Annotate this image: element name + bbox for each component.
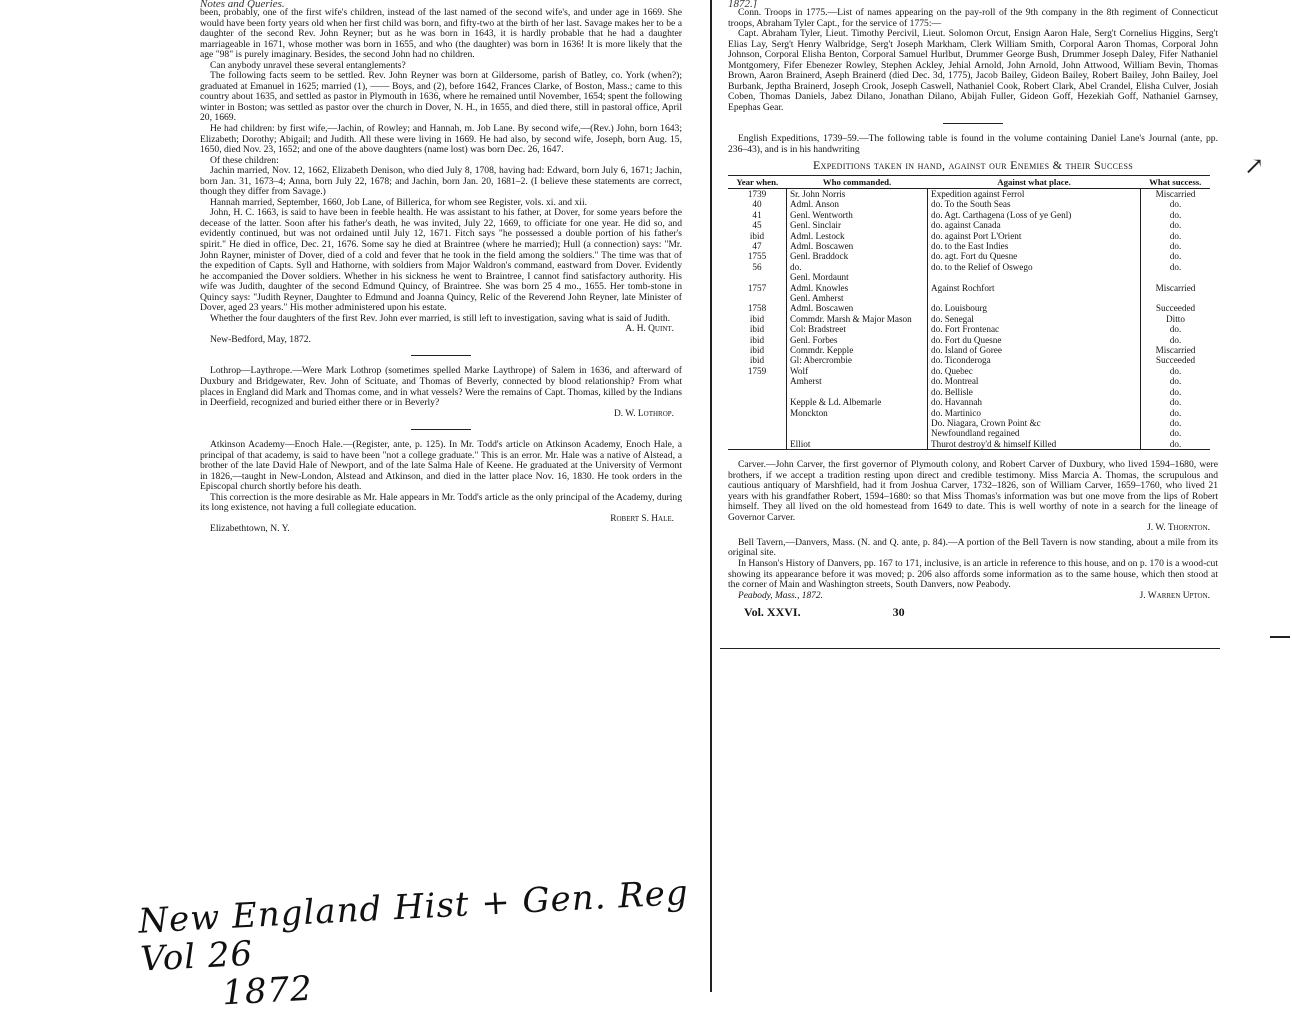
cell-success: do. <box>1169 261 1182 272</box>
cell-year: ibid <box>728 345 787 355</box>
table-row <box>728 428 1210 438</box>
cell-success: do. <box>1169 251 1182 262</box>
atkinson-paragraph-1: Atkinson Academy—Enoch Hale.—(Register, ante, p. 125). In Mr. Todd's article on Atkinson Academy, Enoch Hale, a principal of that academy, is said to have been "not a college graduate." This is an error. Mr. Hale was a native of Alstead, a brother of the late David Hale of Newport, and of the late Salma Hale of Keene. He graduated at the University of Vermont in 1826,—taught in New-London, Alstead and Atkinson, and died in the latter place Nov. 16, 1830. He took orders in the Episcopal church shortly before his death. <box>200 439 682 493</box>
cell-place: Do. Niagara, Crown Point &c <box>928 418 1141 428</box>
table-row <box>728 262 1210 272</box>
cell-year <box>728 408 787 418</box>
cell-success: do. <box>1141 439 1211 450</box>
cell-success: do. <box>1169 407 1182 418</box>
atkinson-paragraph-2: This correction is the more desirable as Mr. Hale appears in Mr. Todd's article as the only principal of the Academy, during its long existence, not having a full collegiate education. <box>200 491 682 514</box>
cell-place: do. Fort Frontenac <box>928 324 1141 334</box>
volume-label: Vol. XXVI. <box>744 605 801 620</box>
cell-success: Miscarried <box>1155 188 1196 199</box>
hand-drawn-line <box>720 648 1220 649</box>
cell-year: ibid <box>728 324 787 334</box>
table-row <box>728 345 1210 355</box>
table-row <box>728 376 1210 386</box>
dateline-new-bedford: New-Bedford, May, 1872. <box>210 333 311 345</box>
cell-success: do. <box>1169 428 1182 439</box>
page-gutter <box>710 0 712 992</box>
reyner-paragraph-8: John, H. C. 1663, is said to have been in feeble health. He was assistant to his father, at Dover, for some years before the decease of the latter. Soon after his father's death, he was invited, July 22, 1669, to officiate for one year. He did so, and evidently continued, but was not ordained until July 12, 1671. Fitch says "he possessed a double portion of his father's spirit." He died in office, Dec. 21, 1676. Some say he died at Braintree (where he married); Hull (a connection) says: "Mr. John Rayner, minister of Dover, died of a cold and fever that he took in the field among the soldiers." The time was that of the expedition of Capts. Syll and Hathorne, with soldiers from Major Waldron's command, eastward from Dover. Evidently he accompanied the Dover soldiers. Whether in his sickness he went to Braintree, I cannot find satisfactory authority. His wife was Judith, daughter of the second Edmund Quincy, of Braintree. She was born 25 4 mo., 1655. Her tomb-stone in Quincy says: "Judith Reyner, Daughter to Edmund and Joanna Quincy, Relic of the Reverend John Reyner, late Minister of Dover, aged 23 years." His mother administered upon his estate. <box>200 207 682 314</box>
cell-success <box>1141 272 1211 282</box>
cell-year <box>728 376 787 386</box>
handwritten-line-2: 1872 <box>221 968 314 1014</box>
cell-commander: Commdr. Kepple <box>787 345 928 355</box>
cell-commander: Wolf <box>787 366 928 376</box>
table-row <box>728 293 1210 303</box>
running-header-right: 1872.] <box>728 0 758 8</box>
cell-commander: do. <box>787 262 928 272</box>
cell-year <box>728 439 787 450</box>
cell-success: do. <box>1169 376 1182 387</box>
cell-commander: Genl. Wentworth <box>787 210 928 220</box>
cell-commander: Commdr. Marsh & Major Mason <box>787 314 928 324</box>
cell-place: Newfoundland regained <box>928 428 1141 438</box>
expeditions-table <box>728 175 1210 451</box>
cell-place: do. Ticonderoga <box>928 355 1141 365</box>
table-row <box>728 387 1210 397</box>
dateline-elizabethtown: Elizabethtown, N. Y. <box>210 523 290 535</box>
conn-troops-intro: Conn. Troops in 1775.—List of names appearing on the pay-roll of the 9th company in the 8th regiment of Connecticut troops, Abraham Tyler Capt., for the service of 1775:— <box>728 7 1218 29</box>
table-row <box>728 303 1210 313</box>
bell-tavern-paragraph-1: Bell Tavern,—Danvers, Mass. (N. and Q. ante, p. 84).—A portion of the Bell Tavern is now standing, about a mile from its original site. <box>728 536 1218 559</box>
bell-tavern-signoff <box>728 591 1218 602</box>
cell-place: do. Bellisle <box>928 387 1141 397</box>
cell-place: do. Louisbourg <box>928 303 1141 313</box>
cell-place: do. Quebec <box>928 366 1141 376</box>
cell-success: do. <box>1169 209 1182 220</box>
cell-place: Expedition against Ferrol <box>928 188 1141 199</box>
cell-year: ibid <box>728 355 787 365</box>
table-row <box>728 439 1210 450</box>
cell-year: ibid <box>728 335 787 345</box>
bell-tavern-paragraph-2: In Hanson's History of Danvers, pp. 167 to 171, inclusive, is an article in reference to this house, and on p. 170 is a wood-cut showing its appearance before it was moved; p. 206 also affords some information as to the same house, which then stood at the corner of Main and Washington streets, South Danvers, now Peabody. <box>728 558 1218 591</box>
column-header-commander: Who commanded. <box>787 175 928 188</box>
cell-commander: Amherst <box>787 376 928 386</box>
cell-success: do. <box>1169 324 1182 335</box>
table-row <box>728 355 1210 365</box>
cell-success: Miscarried <box>1155 282 1196 293</box>
cell-place: do. To the South Seas <box>928 199 1141 209</box>
cell-commander: Genl. Forbes <box>787 335 928 345</box>
cell-success <box>1141 293 1211 303</box>
cell-commander: Col: Bradstreet <box>787 324 928 334</box>
dateline-peabody: Peabody, Mass., 1872. <box>738 590 823 601</box>
cell-year: 45 <box>728 220 787 230</box>
cell-place: do. Fort du Quesne <box>928 335 1141 345</box>
cell-year: 1759 <box>728 366 787 376</box>
cell-place: do. Havannah <box>928 397 1141 407</box>
carver-paragraph: Carver.—John Carver, the first governor of Plymouth colony, and Robert Carver of Duxbury, who lived 1594–1680, were brothers, if we accept a tradition resting upon direct and credible testimony. Miss Marcia A. Thomas, the scrupulous and cautious antiquary of Marshfield, had it from Joshua Carver, 1732–1826, son of William Carver, 1659–1760, who lived 21 years with his grandfather Robert, 1594–1680: so that Miss Thomas's information was but one move from the lips of Robert himself. They all lived on the old homestead from 1649 to date. This is well worthy of note in a search for the lineage of Governor Carver. <box>728 459 1218 523</box>
left-page <box>200 0 682 992</box>
reyner-paragraph-7: Hannah married, September, 1660, Job Lane, of Billerica, for whom see Register, vols. xi. and xii. <box>210 196 588 208</box>
signature-upton: J. Warren Upton. <box>1139 590 1210 601</box>
cell-commander: Genl. Braddock <box>787 251 928 261</box>
table-row <box>728 272 1210 282</box>
lothrop-paragraph: Lothrop—Laythrope.—Were Mark Lothrop (sometimes spelled Marke Laythrope) of Salem in 1636, and afterward of Duxbury and Bridgewater, Rev. John of Scituate, and Thomas of Beverly, connected by blood relationship? From what places in England did Mark and Thomas come, and in what vessels? Were the remains of Capt. Thomas, killed by the Indians in Deerfield, recognized and buried either there or in Beverly? <box>200 365 682 409</box>
cell-place: do. Senegal <box>928 314 1141 324</box>
cell-commander: Kepple & Ld. Albemarle <box>787 397 928 407</box>
reyner-paragraph-6: Jachin married, Nov. 12, 1662, Elizabeth Denison, who died July 8, 1708, having had: Edward, born July 6, 1671; Jachin, born Jan. 31, 1673–4; Anna, born July 22, 1678; and Jachin, born Jan. 20, 1681–2. (I believe these statements are correct, though they differ from Savage.) <box>200 165 682 198</box>
cell-success: Ditto <box>1166 313 1185 324</box>
cell-commander: Monckton <box>787 408 928 418</box>
cell-year: 1755 <box>728 251 787 261</box>
cell-place: do. against Port L'Orient <box>928 231 1141 241</box>
expeditions-table-title: Expeditions taken in hand, against our Enemies & their Success <box>813 157 1133 172</box>
cell-year: 41 <box>728 210 787 220</box>
cell-commander: Adml. Lestock <box>787 231 928 241</box>
cell-commander <box>787 428 928 438</box>
table-row <box>728 231 1210 241</box>
cell-commander <box>787 387 928 397</box>
cell-success: do. <box>1169 365 1182 376</box>
cell-year <box>728 272 787 282</box>
cell-success: do. <box>1169 397 1182 408</box>
cell-success: do. <box>1169 241 1182 251</box>
table-row <box>728 188 1210 199</box>
cell-year <box>728 387 787 397</box>
signature-thornton: J. W. Thornton. <box>1147 523 1210 534</box>
table-row <box>728 220 1210 230</box>
cell-place: do. Agt. Carthagena (Loss of ye Genl) <box>928 210 1141 220</box>
cell-commander: Gl: Abercrombie <box>787 355 928 365</box>
cell-commander: Sr. John Norris <box>787 188 928 199</box>
table-row <box>728 314 1210 324</box>
cell-year <box>728 397 787 407</box>
cell-year <box>728 293 787 303</box>
page-number: 30 <box>892 605 905 620</box>
cell-commander: Genl. Sinclair <box>787 220 928 230</box>
cell-year <box>728 418 787 428</box>
table-row <box>728 210 1210 220</box>
signature-quint: A. H. Quint. <box>625 324 674 335</box>
cell-commander: Adml. Knowles <box>787 283 928 293</box>
reyner-paragraph-5: Of these children: <box>210 154 279 166</box>
cell-place: do. to the East Indies <box>928 241 1141 251</box>
cell-place: do. agt. Fort du Quesne <box>928 251 1141 261</box>
cell-success: Succeeded <box>1155 355 1196 366</box>
cell-place: Against Rochfort <box>928 283 1141 293</box>
signature-lothrop: D. W. Lothrop. <box>613 408 674 419</box>
page-footer <box>728 605 1218 620</box>
cell-year <box>728 428 787 438</box>
cell-success: do. <box>1169 199 1182 210</box>
cell-success: do. <box>1169 417 1182 428</box>
cell-success: do. <box>1169 220 1182 231</box>
table-row <box>728 418 1210 428</box>
cell-place <box>928 272 1141 282</box>
cell-year: ibid <box>728 231 787 241</box>
reyner-paragraph-4: He had children: by first wife,—Jachin, of Rowley; and Hannah, m. Job Lane. By second wife,—(Rev.) John, born 1643; Elizabeth; Dorothy; Abigail; and Judith. All these were living in 1669. He had also, by second wife, Joseph, born Aug. 15, 1650, died Nov. 23, 1652; and one of the above daughters (name lost) was born Dec. 26, 1647. <box>200 123 682 156</box>
reyner-paragraph-9: Whether the four daughters of the first Rev. John ever married, is still left to investigation, saving what is said of Judith. <box>210 312 671 324</box>
cell-year: 56 <box>728 262 787 272</box>
cell-success: Miscarried <box>1155 345 1196 356</box>
cell-year: ibid <box>728 314 787 324</box>
cell-success: Succeeded <box>1155 303 1196 314</box>
expeditions-table-body <box>728 188 1210 449</box>
cell-place: Thurot destroy'd & himself Killed <box>928 439 1141 450</box>
margin-check-mark: ↗ <box>1244 154 1265 180</box>
table-row <box>728 241 1210 251</box>
cell-success: do. <box>1169 334 1182 345</box>
cell-place <box>928 293 1141 303</box>
cell-commander <box>787 418 928 428</box>
margin-dash-mark <box>1270 636 1290 638</box>
table-row <box>728 335 1210 345</box>
column-header-success: What success. <box>1141 175 1211 188</box>
cell-commander: Adml. Boscawen <box>787 241 928 251</box>
cell-year: 1757 <box>728 283 787 293</box>
cell-year: 47 <box>728 241 787 251</box>
section-rule <box>943 123 1003 124</box>
cell-year: 1739 <box>728 188 787 199</box>
cell-success: do. <box>1169 386 1182 397</box>
column-header-place: Against what place. <box>928 175 1141 188</box>
cell-commander: Adml. Anson <box>787 199 928 209</box>
cell-commander: Genl. Amherst <box>787 293 928 303</box>
cell-place: do. against Canada <box>928 220 1141 230</box>
cell-place: do. Martinico <box>928 408 1141 418</box>
column-header-year: Year when. <box>728 175 787 188</box>
cell-place: do. Island of Goree <box>928 345 1141 355</box>
cell-commander: Genl. Mordaunt <box>787 272 928 282</box>
section-rule <box>411 429 471 430</box>
reyner-paragraph-3: The following facts seem to be settled. Rev. John Reyner was born at Gildersome, parish of Batley, co. York (when?); graduated at Emanuel in 1625; married (1), —— Boys, and (2), before 1642, Frances Clarke, of Boston, Mass.; came to this country about 1635, and settled as pastor in Plymouth in 1636, where he remained until November, 1654; spent the following winter in Boston; was settled as pastor over the church in Dover, N. H., in 1655, and died there, still in pastoral office, April 20, 1669. <box>200 70 682 124</box>
table-header-row <box>728 175 1210 188</box>
cell-commander: Elliot <box>787 439 928 450</box>
cell-success: do. <box>1169 230 1182 241</box>
handwritten-line-1: New England Hist + Gen. Reg Vol 26 <box>137 872 690 980</box>
table-row <box>728 251 1210 261</box>
cell-commander: Adml. Boscawen <box>787 303 928 313</box>
reyner-paragraph-2: Can anybody unravel these several entanglements? <box>210 59 406 71</box>
cell-place: do. Montreal <box>928 376 1141 386</box>
cell-place: do. to the Relief of Oswego <box>928 262 1141 272</box>
table-row <box>728 408 1210 418</box>
table-row <box>728 397 1210 407</box>
section-rule <box>411 355 471 356</box>
signature-hale: Robert S. Hale. <box>610 513 674 524</box>
cell-year: 40 <box>728 199 787 209</box>
conn-troops-names: Capt. Abraham Tyler, Lieut. Timothy Percivil, Lieut. Solomon Orcut, Ensign Aaron Hale, Serg't Cornelius Higgins, Serg't Elias Lay, Serg't Henry Walbridge, Serg't Joseph Markham, Clerk William Smith, Corporal Aaron Thomas, Corporal John Johnson, Corporal Elisha Benton, Corporal Samuel Hurlbut, Drummer George Bush, Drummer Joseph Daley, Fifer Nathaniel Montgomery, Fifer Ebenezer Rowley, Stephen Ackley, Jehial Arnold, John Arnold, John Attwood, William Bevin, Thomas Brown, Aaron Brainerd, Aseph Brainerd (died Dec. 3d, 1775), Jacob Bailey, Gideon Bailey, Robert Bailey, John Bailey, Joel Burbank, Jeptha Brainerd, Joseph Crook, Joseph Caswell, Nathaniel Cook, Robert Clark, Abel Crandel, Elisha Culver, Josiah Coben, Thomas Daniels, Jabez Dilano, Jonathan Dilano, Abijah Fuller, Gideon Goff, Hezekiah Goff, Nathaniel Garnsey, Epephas Gear. <box>728 28 1218 113</box>
english-expeditions-intro: English Expeditions, 1739–59.—The following table is found in the volume containing Daniel Lane's Journal (ante, pp. 236–43), and is in his handwriting <box>728 133 1218 156</box>
running-header-left: Notes and Queries. <box>200 0 285 8</box>
right-page <box>728 0 1218 992</box>
table-row <box>728 366 1210 376</box>
reyner-paragraph-1: been, probably, one of the first wife's children, instead of the last named of the second wife's, and under age in 1669. She would have been forty years old when her first child was born, and fifty-two at the birth of her last. Savage makes her to be a daughter of the second Rev. John Reyner; but as he was born in 1643, it is hardly probable that he had a daughter marriageable in 1671, whose mother was born in 1655, and who (the daughter) was born in 1636! It is more likely that the age "98" is purely imaginary. Besides, the second John had no children. <box>200 7 682 61</box>
table-row <box>728 324 1210 334</box>
cell-year: 1758 <box>728 303 787 313</box>
table-row <box>728 199 1210 209</box>
table-row <box>728 283 1210 293</box>
